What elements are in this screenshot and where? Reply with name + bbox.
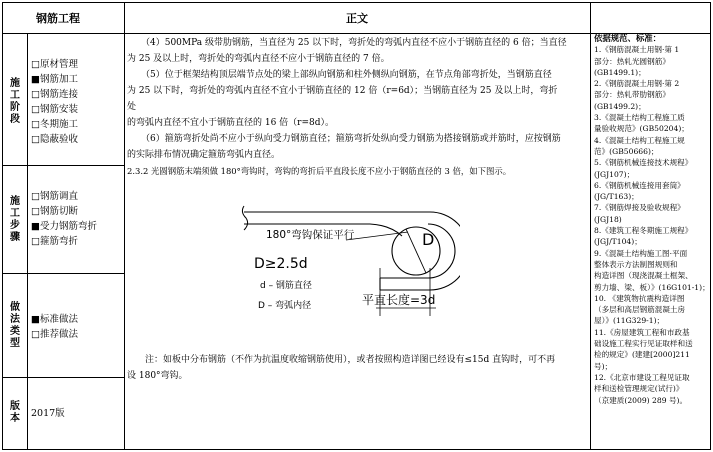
list-item[interactable]: ■受力钢筋弯折 (31, 221, 97, 232)
list-item[interactable]: □钢筋安装 (31, 104, 78, 115)
version-value: 2017版 (31, 408, 65, 419)
references (594, 33, 708, 406)
bend-formula: D≥2.5d (254, 256, 308, 272)
list-item[interactable]: □箍筋弯折 (31, 236, 78, 247)
reference-line: 部分：热轧带肋钢筋》 (594, 90, 670, 100)
checkbox-empty-icon: □ (31, 119, 40, 130)
list-item[interactable]: □钢筋切断 (31, 206, 78, 217)
reference-line: 9.《混凝土结构施工图·平面 (594, 248, 688, 258)
checkbox-filled-icon: ■ (31, 74, 40, 85)
list-item[interactable]: □钢筋连接 (31, 89, 78, 100)
paragraph-line: 2.3.2 光圆钢筋末端须做 180°弯钩时，弯钩的弯折后平直段长度不应小于钢筋直径的 3 倍，如下图示。 (127, 166, 512, 176)
checkbox-empty-icon: □ (31, 134, 40, 145)
steps-list (31, 189, 97, 249)
reference-line: 量验收规范》(GB50204)； (594, 124, 689, 134)
reference-line: (JGJ107)； (594, 169, 635, 179)
reference-line: 6.《钢筋机械连接用套筒》 (594, 180, 685, 190)
reference-line: 5.《钢筋机械连接技术规程》 (594, 158, 693, 168)
paragraph-line: 为 25 及以上时，弯折处的弯弧内直径不应小于钢筋直径的 7 倍。 (127, 54, 390, 64)
checkbox-empty-icon: □ (31, 191, 40, 202)
note (127, 352, 587, 384)
reference-line: 11.《房屋建筑工程和市政基 (594, 327, 690, 337)
list-item[interactable]: ■钢筋加工 (31, 74, 78, 85)
paragraph-line: （6）箍筋弯折处尚不应小于纵向受力钢筋直径；箍筋弯折处纵向受力钢筋为搭接钢筋或并筋时，应按钢筋 (141, 134, 561, 144)
reference-line: 1.《钢筋混凝土用钢·第 1 (594, 45, 680, 55)
reference-line: 剪力墙、梁、板）》(16G101-1)； (594, 282, 710, 292)
center-header-title: 正文 (346, 12, 368, 25)
reference-line: (GB1499.2)； (594, 101, 646, 111)
reference-line: 10. 《建筑物抗震构造详图 (594, 293, 685, 303)
checkbox-empty-icon: □ (31, 236, 40, 247)
section-label-construction-stage: 施工阶段 (10, 78, 20, 125)
stage-list (31, 57, 78, 147)
reference-line: （京建质(2009) 289 号)。 (594, 395, 688, 405)
reference-line: 3.《混凝土结构工程施工质 (594, 113, 685, 123)
straight-length-label: 平直长度=3d (362, 293, 436, 307)
table-border-left (2, 2, 3, 450)
hook-parallel-label: 180°弯钩保证平行 (266, 229, 355, 241)
reference-line: 础设施工程实行见证取样和送 (594, 339, 693, 349)
list-item[interactable]: □钢筋调直 (31, 191, 78, 202)
paragraph-line: 的实际排布情况确定箍筋弯弧内直径。 (127, 150, 281, 160)
table-border-right (710, 2, 711, 450)
paragraph-line: 为 25 以下时，弯折处的弯弧内直径不宜小于钢筋直径的 12 倍（r=6d）；当钢筋直径为 25 及以上时，弯折 (127, 86, 558, 96)
reference-line: 构造详图（现浇混凝土框架、 (594, 271, 693, 281)
checkbox-empty-icon: □ (31, 89, 40, 100)
reference-line: 样和送检管理规定(试行)》 (594, 384, 684, 394)
method-list (31, 312, 78, 342)
reference-line: 检的规定》(建建[2000]211 (594, 350, 690, 360)
reference-line: 整体表示方法制图规则和 (594, 259, 678, 269)
label-column-divider (27, 33, 28, 449)
break-line (242, 206, 247, 230)
list-item[interactable]: ■标准做法 (31, 314, 78, 325)
note-line: 注：如板中分布钢筋（不作为抗温度收缩钢筋使用），或者按照构造详图已经设有≤15d 直钩时，可不再 (145, 355, 556, 365)
reference-line: 12.《北京市建设工程见证取 (594, 372, 690, 382)
section-label-version: 版本 (10, 401, 20, 424)
list-item[interactable]: □原材管理 (31, 59, 78, 70)
checkbox-empty-icon: □ (31, 59, 40, 70)
paragraph-line: （4）500MPa 级带肋钢筋，当直径为 25 以下时，弯折处的弯弧内直径不应小于钢筋直径的 6 倍；当直径 (141, 38, 567, 48)
legend-rebar-diameter: d – 钢筋直径 (260, 281, 312, 291)
reference-line: (JGJ/T104)； (594, 237, 642, 247)
hook-diagram (230, 188, 460, 323)
references-title: 依据规范、标准： (594, 33, 661, 43)
table-border-bottom (2, 449, 711, 450)
section-label-method-type: 做法类型 (10, 302, 20, 349)
reference-line: (JG/T163)； (594, 192, 639, 202)
list-item[interactable]: □冬期施工 (31, 119, 78, 130)
right-column-divider (590, 2, 591, 450)
reference-line: (JGJ18) (594, 214, 622, 224)
section-label-construction-steps: 施工步骤 (10, 196, 20, 243)
section-divider-2 (2, 273, 125, 274)
paragraph-line: 处 (127, 102, 137, 112)
reference-line: （多层和高层钢筋混凝土房 (594, 305, 686, 315)
reference-line: 号)； (594, 361, 613, 371)
left-header-title: 钢筋工程 (36, 12, 80, 25)
reference-line: 8.《建筑工程冬期施工规程》 (594, 226, 693, 236)
reference-line: 7.《钢筋焊接及验收规程》 (594, 203, 685, 213)
table-border-top (2, 2, 711, 3)
legend-bend-inner-diameter: D – 弯弧内径 (258, 301, 312, 311)
paragraph-line: 的弯弧内直径不宜小于钢筋直径的 16 倍（r=8d）。 (127, 118, 335, 128)
rebar-inner-curve (370, 224, 402, 236)
checkbox-filled-icon: ■ (31, 221, 40, 232)
reference-line: 部分：热轧光圆钢筋》 (594, 56, 670, 66)
reference-line: 4.《混凝土结构工程施工规 (594, 135, 685, 145)
hook-label-leader (346, 232, 408, 240)
checkbox-empty-icon: □ (31, 104, 40, 115)
paragraph-line: （5）位于框架结构顶层端节点处的梁上部纵向钢筋和柱外侧纵向钢筋，在节点角部弯折处，当钢筋直径 (141, 70, 552, 80)
checkbox-empty-icon: □ (31, 329, 40, 340)
note-line: 设 180°弯钩。 (127, 371, 188, 381)
list-item[interactable]: □推荐做法 (31, 329, 78, 340)
list-item[interactable]: □隐蔽验收 (31, 134, 78, 145)
section-divider-3 (2, 377, 125, 378)
main-content (127, 35, 587, 179)
reference-line: 屋）》(11G329-1)； (594, 316, 665, 326)
checkbox-empty-icon: □ (31, 206, 40, 217)
left-column-divider (124, 2, 125, 450)
checkbox-filled-icon: ■ (31, 314, 40, 325)
reference-line: 范》(GB50666)； (594, 146, 659, 156)
diameter-symbol: D (422, 230, 435, 249)
reference-line: 2.《钢筋混凝土用钢·第 2 (594, 79, 680, 89)
section-divider-1 (2, 165, 125, 166)
reference-line: (GB1499.1)； (594, 67, 646, 77)
